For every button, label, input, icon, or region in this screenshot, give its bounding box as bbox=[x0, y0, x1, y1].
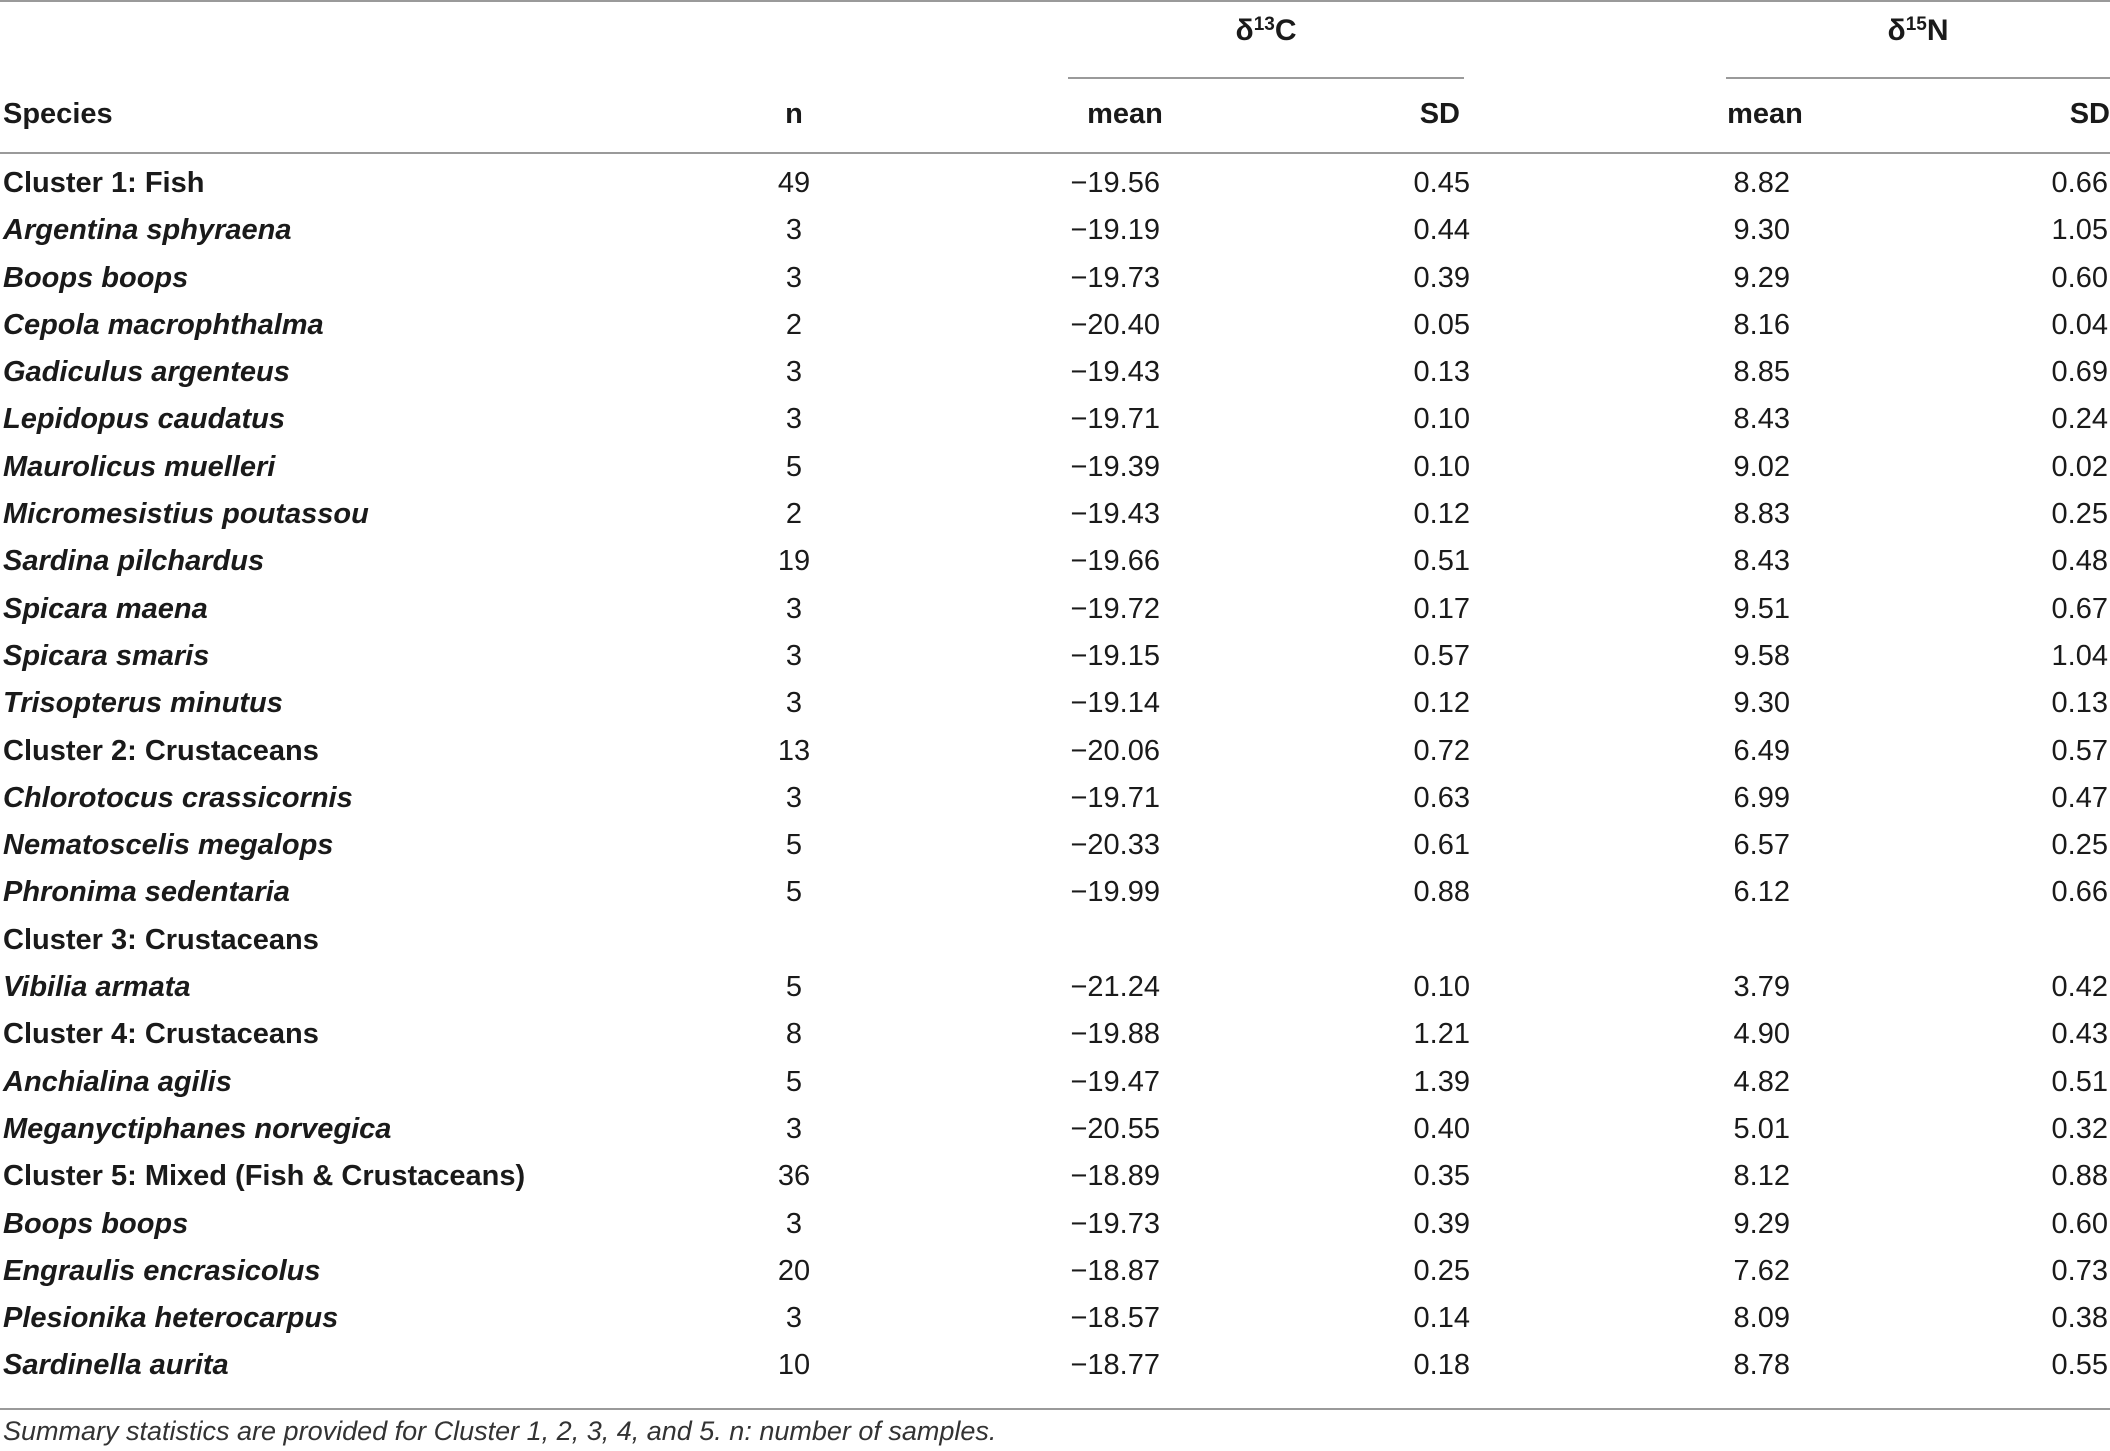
species-cell: Lepidopus caudatus bbox=[3, 403, 285, 436]
d15n-mean-cell: 3.79 bbox=[1733, 971, 1790, 1004]
n-cell: 2 bbox=[785, 498, 803, 531]
d13c-mean-cell: −19.73 bbox=[1070, 1207, 1160, 1240]
d13c-sd-cell: 0.05 bbox=[1413, 308, 1470, 341]
n-cell: 3 bbox=[785, 687, 803, 720]
d15n-mean-column-header: mean bbox=[1727, 98, 1803, 130]
d13c-sd-cell: 0.39 bbox=[1413, 261, 1470, 294]
d13c-sd-column-header: SD bbox=[1419, 98, 1460, 130]
species-cell: Engraulis encrasicolus bbox=[3, 1254, 321, 1287]
n-cell: 5 bbox=[785, 829, 803, 862]
d15n-sd-cell: 0.48 bbox=[2051, 545, 2108, 578]
n-cell: 5 bbox=[785, 876, 803, 909]
d13c-mean-cell: −20.55 bbox=[1070, 1112, 1160, 1145]
n-cell: 5 bbox=[785, 450, 803, 483]
d13c-mean-cell: −20.33 bbox=[1070, 829, 1160, 862]
d15n-mean-cell: 5.01 bbox=[1733, 1112, 1790, 1145]
d15n-mean-cell: 9.30 bbox=[1733, 687, 1790, 720]
table-row bbox=[0, 255, 2110, 302]
table-body bbox=[0, 160, 2110, 1390]
n-cell: 3 bbox=[785, 1302, 803, 1335]
table-row bbox=[0, 728, 2110, 775]
d13c-mean-cell: −19.99 bbox=[1070, 876, 1160, 909]
n-cell: 49 bbox=[777, 167, 811, 199]
species-cell: Plesionika heterocarpus bbox=[3, 1302, 339, 1335]
species-cell: Cluster 4: Crustaceans bbox=[3, 1018, 319, 1051]
d15n-mean-cell: 8.82 bbox=[1733, 167, 1790, 199]
n-cell: 3 bbox=[785, 639, 803, 672]
n-cell: 8 bbox=[785, 1018, 803, 1051]
n-cell: 10 bbox=[777, 1349, 811, 1382]
d13c-mean-cell: −19.71 bbox=[1070, 781, 1160, 814]
d15n-sd-cell: 0.32 bbox=[2051, 1112, 2108, 1145]
n-cell: 36 bbox=[777, 1160, 811, 1193]
d13c-mean-cell: −19.56 bbox=[1070, 167, 1160, 199]
d15n-mean-cell: 7.62 bbox=[1733, 1254, 1790, 1287]
d13c-sd-cell: 0.25 bbox=[1413, 1254, 1470, 1287]
table-row bbox=[0, 1059, 2110, 1106]
d15n-mean-cell: 8.43 bbox=[1733, 403, 1790, 436]
table-row bbox=[0, 680, 2110, 727]
table-row bbox=[0, 869, 2110, 916]
d15n-mean-cell: 9.58 bbox=[1733, 639, 1790, 672]
table-row bbox=[0, 538, 2110, 585]
d15n-sd-cell: 0.04 bbox=[2051, 308, 2108, 341]
d15n-sd-cell: 0.73 bbox=[2051, 1254, 2108, 1287]
n-cell: 13 bbox=[777, 734, 811, 767]
d13c-sd-cell: 0.88 bbox=[1413, 876, 1470, 909]
n-cell: 3 bbox=[785, 1207, 803, 1240]
d15n-sd-cell: 0.67 bbox=[2051, 592, 2108, 625]
table-row bbox=[0, 491, 2110, 538]
d13c-mean-cell: −19.15 bbox=[1070, 639, 1160, 672]
species-cell: Maurolicus muelleri bbox=[3, 450, 276, 483]
d13c-mean-cell: −20.06 bbox=[1070, 734, 1160, 767]
table-row bbox=[0, 1201, 2110, 1248]
d15n-sd-cell: 0.69 bbox=[2051, 356, 2108, 389]
d13c-group-rule bbox=[1068, 77, 1464, 79]
species-column-header: Species bbox=[3, 98, 113, 130]
table-row bbox=[0, 207, 2110, 254]
table-row bbox=[0, 633, 2110, 680]
species-cell: Cepola macrophthalma bbox=[3, 308, 324, 341]
d13c-sd-cell: 0.51 bbox=[1413, 545, 1470, 578]
species-cell: Gadiculus argenteus bbox=[3, 356, 290, 389]
d15n-mean-cell: 4.82 bbox=[1733, 1065, 1790, 1098]
d15n-mean-cell: 6.99 bbox=[1733, 781, 1790, 814]
species-cell: Sardina pilchardus bbox=[3, 545, 265, 578]
table-bottom-rule bbox=[0, 1408, 2110, 1410]
d13c-sd-cell: 0.45 bbox=[1413, 167, 1470, 199]
d15n-sd-cell: 0.25 bbox=[2051, 498, 2108, 531]
d15n-sd-cell: 0.60 bbox=[2051, 1207, 2108, 1240]
species-cell: Chlorotocus crassicornis bbox=[3, 781, 353, 814]
d13c-sd-cell: 0.18 bbox=[1413, 1349, 1470, 1382]
d13c-sd-cell: 0.14 bbox=[1413, 1302, 1470, 1335]
table-row bbox=[0, 775, 2110, 822]
d15n-sd-cell: 0.42 bbox=[2051, 971, 2108, 1004]
species-cell: Anchialina agilis bbox=[3, 1065, 232, 1098]
species-cell: Sardinella aurita bbox=[3, 1349, 229, 1382]
d15n-sd-cell: 1.05 bbox=[2051, 214, 2108, 247]
d15n-sd-cell: 0.60 bbox=[2051, 261, 2108, 294]
table-row bbox=[0, 1106, 2110, 1153]
species-cell: Vibilia armata bbox=[3, 971, 191, 1004]
n-cell: 3 bbox=[785, 1112, 803, 1145]
table-row bbox=[0, 444, 2110, 491]
table-top-rule bbox=[0, 0, 2110, 2]
d15n-mean-cell: 8.83 bbox=[1733, 498, 1790, 531]
d15n-mean-cell: 6.49 bbox=[1733, 734, 1790, 767]
d13c-mean-cell: −19.19 bbox=[1070, 214, 1160, 247]
table-row bbox=[0, 1295, 2110, 1342]
table-row bbox=[0, 1153, 2110, 1200]
species-cell: Spicara maena bbox=[3, 592, 208, 625]
d15n-sd-cell: 0.66 bbox=[2051, 167, 2108, 199]
d13c-mean-cell: −19.66 bbox=[1070, 545, 1160, 578]
d13c-sd-cell: 0.10 bbox=[1413, 403, 1470, 436]
d13c-sd-cell: 0.12 bbox=[1413, 687, 1470, 720]
n-cell: 3 bbox=[785, 403, 803, 436]
d13c-mean-cell: −19.73 bbox=[1070, 261, 1160, 294]
d15n-sd-cell: 0.02 bbox=[2051, 450, 2108, 483]
n-cell: 3 bbox=[785, 261, 803, 294]
d13c-sd-cell: 0.63 bbox=[1413, 781, 1470, 814]
d13c-sd-cell: 0.35 bbox=[1413, 1160, 1470, 1193]
table-footnote: Summary statistics are provided for Cluster 1, 2, 3, 4, and 5. n: number of samples. bbox=[3, 1416, 997, 1446]
d15n-mean-cell: 8.09 bbox=[1733, 1302, 1790, 1335]
d15n-sd-cell: 0.25 bbox=[2051, 829, 2108, 862]
table-row bbox=[0, 396, 2110, 443]
d15n-sd-cell: 0.38 bbox=[2051, 1302, 2108, 1335]
species-cell: Argentina sphyraena bbox=[3, 214, 292, 247]
d13c-mean-cell: −21.24 bbox=[1070, 971, 1160, 1004]
species-cell: Meganyctiphanes norvegica bbox=[3, 1112, 392, 1145]
species-cell: Cluster 3: Crustaceans bbox=[3, 923, 319, 956]
d13c-sd-cell: 0.17 bbox=[1413, 592, 1470, 625]
d15n-sd-cell: 0.57 bbox=[2051, 734, 2108, 767]
n-cell: 3 bbox=[785, 781, 803, 814]
species-cell: Trisopterus minutus bbox=[3, 687, 283, 720]
d15n-mean-cell: 9.29 bbox=[1733, 1207, 1790, 1240]
species-cell: Cluster 1: Fish bbox=[3, 167, 205, 199]
species-cell: Micromesistius poutassou bbox=[3, 498, 369, 531]
d15n-mean-cell: 8.85 bbox=[1733, 356, 1790, 389]
d15n-sd-cell: 0.47 bbox=[2051, 781, 2108, 814]
d15n-sd-cell: 0.13 bbox=[2051, 687, 2108, 720]
d13c-mean-cell: −18.57 bbox=[1070, 1302, 1160, 1335]
d15n-sd-column-header: SD bbox=[2069, 98, 2110, 130]
n-cell: 19 bbox=[777, 545, 811, 578]
d13c-mean-cell: −18.89 bbox=[1070, 1160, 1160, 1193]
d15n-mean-cell: 9.02 bbox=[1733, 450, 1790, 483]
species-cell: Boops boops bbox=[3, 1207, 189, 1240]
table-row bbox=[0, 917, 2110, 964]
table-row bbox=[0, 586, 2110, 633]
species-cell: Boops boops bbox=[3, 261, 189, 294]
n-cell: 3 bbox=[785, 214, 803, 247]
d15n-sd-cell: 0.55 bbox=[2051, 1349, 2108, 1382]
d15n-mean-cell: 4.90 bbox=[1733, 1018, 1790, 1051]
n-cell: 5 bbox=[785, 971, 803, 1004]
d13c-mean-cell: −19.72 bbox=[1070, 592, 1160, 625]
d13c-sd-cell: 0.57 bbox=[1413, 639, 1470, 672]
table-row bbox=[0, 964, 2110, 1011]
species-cell: Cluster 5: Mixed (Fish & Crustaceans) bbox=[3, 1160, 526, 1193]
d15n-mean-cell: 8.43 bbox=[1733, 545, 1790, 578]
d13c-mean-cell: −19.39 bbox=[1070, 450, 1160, 483]
table-row bbox=[0, 160, 2110, 207]
d13c-mean-cell: −18.87 bbox=[1070, 1254, 1160, 1287]
d13c-sd-cell: 0.13 bbox=[1413, 356, 1470, 389]
table-row bbox=[0, 349, 2110, 396]
d13c-sd-cell: 0.44 bbox=[1413, 214, 1470, 247]
n-cell: 3 bbox=[785, 356, 803, 389]
d15n-group-rule bbox=[1726, 77, 2110, 79]
d15n-mean-cell: 9.30 bbox=[1733, 214, 1790, 247]
d13c-sd-cell: 0.61 bbox=[1413, 829, 1470, 862]
table-row bbox=[0, 822, 2110, 869]
table-row bbox=[0, 1342, 2110, 1389]
d13c-mean-cell: −20.40 bbox=[1070, 308, 1160, 341]
d15n-sd-cell: 0.88 bbox=[2051, 1160, 2108, 1193]
n-cell: 2 bbox=[785, 308, 803, 341]
d13c-mean-cell: −18.77 bbox=[1070, 1349, 1160, 1382]
n-cell: 5 bbox=[785, 1065, 803, 1098]
d13c-mean-cell: −19.88 bbox=[1070, 1018, 1160, 1051]
d15n-mean-cell: 6.12 bbox=[1733, 876, 1790, 909]
species-cell: Phronima sedentaria bbox=[3, 876, 290, 909]
n-cell: 20 bbox=[777, 1254, 811, 1287]
d15n-sd-cell: 0.43 bbox=[2051, 1018, 2108, 1051]
d15n-mean-cell: 9.29 bbox=[1733, 261, 1790, 294]
d13c-sd-cell: 0.40 bbox=[1413, 1112, 1470, 1145]
species-cell: Cluster 2: Crustaceans bbox=[3, 734, 319, 767]
d15n-sd-cell: 0.24 bbox=[2051, 403, 2108, 436]
d13c-mean-cell: −19.14 bbox=[1070, 687, 1160, 720]
d15n-mean-cell: 6.57 bbox=[1733, 829, 1790, 862]
d13c-sd-cell: 0.12 bbox=[1413, 498, 1470, 531]
d13c-sd-cell: 0.39 bbox=[1413, 1207, 1470, 1240]
table-row bbox=[0, 302, 2110, 349]
table-row bbox=[0, 1248, 2110, 1295]
d15n-group-header: $\delta^{15}N$ bbox=[1887, 14, 1949, 47]
d15n-mean-cell: 8.16 bbox=[1733, 308, 1790, 341]
d15n-sd-cell: 0.66 bbox=[2051, 876, 2108, 909]
n-cell: 3 bbox=[785, 592, 803, 625]
d13c-sd-cell: 0.10 bbox=[1413, 971, 1470, 1004]
d13c-sd-cell: 1.21 bbox=[1413, 1018, 1470, 1051]
d13c-sd-cell: 0.72 bbox=[1413, 734, 1470, 767]
d13c-mean-cell: −19.71 bbox=[1070, 403, 1160, 436]
d15n-mean-cell: 9.51 bbox=[1733, 592, 1790, 625]
species-cell: Nematoscelis megalops bbox=[3, 829, 334, 862]
d15n-sd-cell: 0.51 bbox=[2051, 1065, 2108, 1098]
d13c-sd-cell: 0.10 bbox=[1413, 450, 1470, 483]
table-row bbox=[0, 1011, 2110, 1058]
d15n-mean-cell: 8.78 bbox=[1733, 1349, 1790, 1382]
d13c-sd-cell: 1.39 bbox=[1413, 1065, 1470, 1098]
n-column-header: n bbox=[785, 98, 803, 130]
species-cell: Spicara smaris bbox=[3, 639, 210, 672]
header-bottom-rule bbox=[0, 152, 2110, 154]
d13c-mean-column-header: mean bbox=[1087, 98, 1163, 130]
d13c-group-header: $\delta^{13}C$ bbox=[1235, 14, 1297, 47]
d13c-mean-cell: −19.43 bbox=[1070, 498, 1160, 531]
d15n-mean-cell: 8.12 bbox=[1733, 1160, 1790, 1193]
d15n-sd-cell: 1.04 bbox=[2051, 639, 2108, 672]
d13c-mean-cell: −19.43 bbox=[1070, 356, 1160, 389]
d13c-mean-cell: −19.47 bbox=[1070, 1065, 1160, 1098]
